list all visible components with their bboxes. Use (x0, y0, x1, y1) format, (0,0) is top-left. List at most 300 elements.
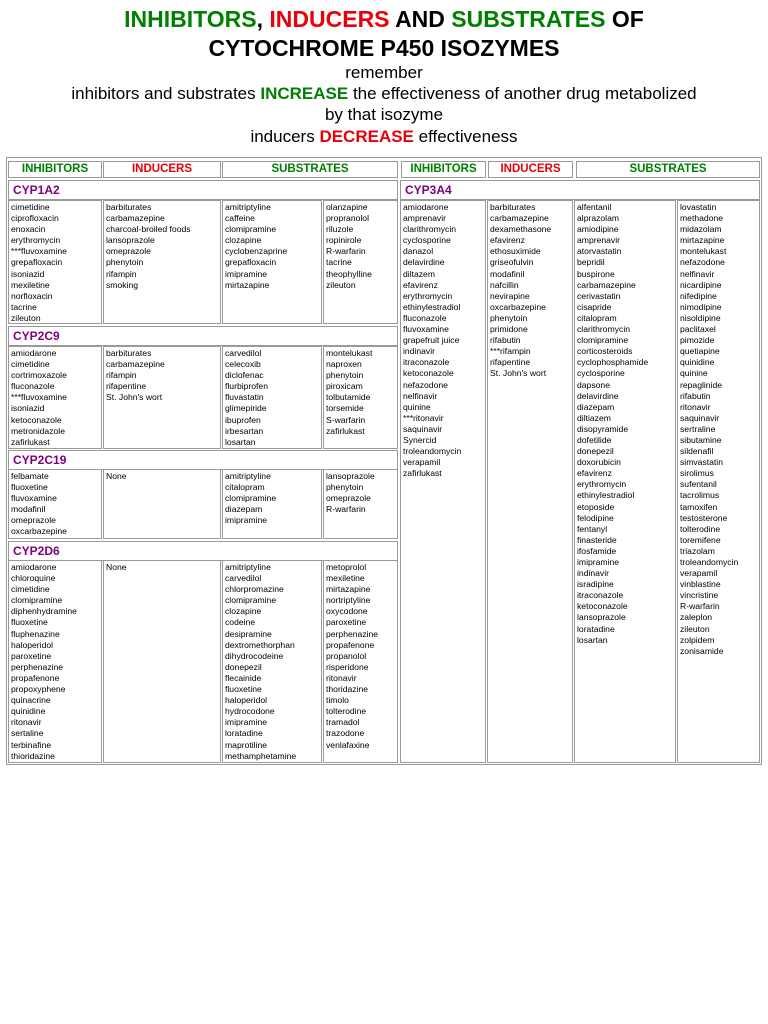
drug-name: imipramine (225, 717, 268, 728)
cyp1a2-substrates-2 (323, 200, 398, 324)
drug-name: finasteride (577, 534, 617, 545)
drug-name: quinine (680, 368, 708, 379)
drug-name: phenytoin (326, 482, 364, 493)
decrease-note-c: effectiveness (413, 127, 518, 146)
drug-name: nisoldipine (680, 312, 721, 323)
drug-name: toremifene (680, 534, 721, 545)
drug-name: pimozide (680, 335, 715, 346)
drug-name: zafirlukast (326, 425, 365, 436)
cyp2c9-substrates-1 (222, 346, 322, 449)
drug-name: St. John's wort (490, 368, 547, 379)
drug-name: diazepam (577, 401, 615, 412)
drug-name: methadone (680, 213, 724, 224)
drug-name: loratadine (577, 623, 615, 634)
drug-name: paroxetine (11, 650, 52, 661)
drug-name: griseofulvin (490, 257, 534, 268)
drug-name: quinacrine (11, 695, 51, 706)
remember-text: remember (345, 63, 423, 82)
title-inducers: INDUCERS (269, 6, 390, 32)
drug-name: dihydrocodeine (225, 650, 284, 661)
drug-name: zileuton (326, 279, 356, 290)
drug-name: omeprazole (11, 515, 56, 526)
drug-name: clomipramine (577, 335, 629, 346)
drug-name: citalopram (225, 482, 265, 493)
cyp3a4-inducers (487, 200, 573, 763)
drug-name: perphenazine (326, 628, 379, 639)
section-cyp1a2-title: CYP1A2 (8, 180, 398, 200)
drug-name: caffeine (225, 213, 255, 224)
drug-name: zafirlukast (403, 468, 442, 479)
drug-name: vincristine (680, 590, 719, 601)
drug-name: bepridil (577, 257, 605, 268)
drug-name: timolo (326, 695, 349, 706)
section-cyp3a4-title: CYP3A4 (400, 180, 760, 200)
drug-name: diltiazem (577, 412, 611, 423)
drug-name: ***ritonavir (403, 412, 444, 423)
drug-name: disopyramide (577, 423, 629, 434)
drug-name: donepezil (577, 446, 614, 457)
drug-name: irbesartan (225, 425, 264, 436)
drug-name: mirtazapine (326, 584, 371, 595)
drug-name: paclitaxel (680, 324, 716, 335)
drug-name: nortriptyline (326, 595, 371, 606)
drug-name: fluoxetine (225, 684, 262, 695)
drug-name: phenytoin (490, 312, 528, 323)
drug-name: ritonavir (680, 401, 711, 412)
drug-name: verapamil (680, 568, 718, 579)
drug-name: clomipramine (225, 595, 277, 606)
drug-name: ropinirole (326, 235, 362, 246)
drug-name: fluvoxamine (11, 493, 57, 504)
drug-name: efavirenz (577, 468, 612, 479)
drug-name: charcoal-broiled foods (106, 224, 191, 235)
drug-name: nelfinavir (680, 268, 715, 279)
drug-name: grepafloxacin (11, 257, 63, 268)
drug-name: fentanyl (577, 523, 608, 534)
drug-name: hydrocodone (225, 706, 275, 717)
drug-name: zileuton (11, 312, 41, 323)
drug-name: imipramine (577, 557, 620, 567)
drug-name: fluconazole (11, 381, 55, 392)
drug-name: thoridazine (326, 684, 369, 695)
drug-name: diclofenac (225, 370, 264, 381)
drug-name: cerivastatin (577, 290, 621, 301)
drug-name: midazolam (680, 224, 722, 235)
drug-name: diltazem (403, 268, 435, 279)
cyp2c9-inhibitors (8, 346, 102, 449)
drug-name: indinavir (577, 568, 610, 579)
drug-name: erythromycin (11, 235, 61, 246)
drug-name: mexiletine (11, 279, 50, 290)
decrease-note-a: inducers (250, 127, 320, 146)
cyp2c19-substrates-1 (222, 469, 322, 539)
cyp1a2-inhibitors (8, 200, 102, 324)
drug-name: amiodipine (577, 224, 619, 235)
increase-word: INCREASE (260, 84, 349, 103)
title-line-1 (0, 4, 768, 34)
drug-name: imipramine (225, 515, 268, 526)
cyp3a4-substrates-2 (677, 200, 760, 763)
title-line-2: CYTOCHROME P450 ISOZYMES (208, 35, 560, 61)
drug-name: dofetilide (577, 434, 612, 445)
drug-name: simvastatin (680, 457, 723, 468)
drug-name: cyclophosphamide (577, 357, 649, 368)
drug-name: clomipramine (11, 595, 63, 606)
drug-name: delavirdine (577, 390, 619, 401)
drug-name: ketoconazole (403, 368, 454, 379)
drug-name: cortrimoxazole (11, 370, 67, 381)
drug-name: sertaline (11, 728, 44, 739)
drug-name: enoxacin (11, 224, 46, 235)
drug-name: phenytoin (326, 370, 364, 381)
drug-name: grepafloxacin (225, 257, 277, 268)
drug-name: omeprazole (106, 246, 151, 257)
drug-name: omeprazole (326, 493, 371, 504)
drug-name: tramadol (326, 717, 360, 728)
drug-name: clozapine (225, 606, 262, 617)
drug-name: lansoprazole (106, 235, 155, 246)
drug-name: isoniazid (11, 403, 45, 414)
drug-name: thioridazine (11, 750, 55, 761)
drug-name: barbiturates (490, 202, 536, 212)
cyp2d6-inhibitors (8, 560, 102, 763)
drug-name: etoposide (577, 501, 615, 512)
drug-name: donepezil (225, 661, 262, 672)
drug-name: modafinil (11, 504, 46, 515)
header-substrates-right: SUBSTRATES (576, 161, 760, 178)
drug-name: modafinil (490, 268, 525, 279)
drug-name: maprotiline (225, 739, 268, 750)
drug-name: ethinylestradiol (577, 490, 635, 501)
drug-name: metronidazole (11, 425, 65, 436)
drug-name: piroxicam (326, 381, 363, 392)
drug-name: lansoprazole (326, 471, 375, 481)
drug-name: itraconazole (577, 590, 624, 601)
drug-name: propranolol (326, 213, 369, 224)
drug-name: atorvastatin (577, 246, 622, 257)
drug-name: ***fluvoxamine (11, 246, 67, 257)
drug-name: rifabutin (490, 335, 521, 346)
drug-name: fluoxetine (11, 617, 48, 628)
drug-name: paroxetine (326, 617, 367, 628)
drug-name: naproxen (326, 359, 362, 370)
drug-name: quetiapine (680, 346, 720, 357)
drug-name: None (106, 562, 127, 572)
cyp1a2-inducers (103, 200, 221, 324)
drug-name: alprazolam (577, 213, 620, 224)
drug-name: ethosuximide (490, 246, 541, 257)
drug-name: sildenafil (680, 446, 714, 457)
cyp2c9-inducers (103, 346, 221, 449)
drug-name: rifabutin (680, 390, 711, 401)
drug-name: zolpidem (680, 634, 715, 645)
drug-name: quinine (403, 401, 431, 412)
drug-name: R-warfarin (680, 601, 720, 612)
drug-name: felbamate (11, 471, 49, 481)
drug-name: tacrine (11, 301, 37, 312)
drug-name: cyclobenzaprine (225, 246, 288, 257)
drug-name: tamoxifen (680, 501, 718, 512)
drug-name: lovastatin (680, 202, 717, 212)
increase-note-c: the effectiveness of another drug metabolized (348, 84, 697, 103)
drug-name: propanolol (326, 650, 367, 661)
drug-name: haloperidol (225, 695, 268, 706)
drug-name: amitriptyline (225, 562, 271, 572)
drug-name: carbamazepine (577, 279, 636, 290)
drug-name: oxcarbazepine (11, 526, 67, 537)
drug-name: indinavir (403, 346, 436, 357)
drug-name: tolterodine (680, 523, 721, 534)
drug-name: zileuton (680, 623, 710, 634)
drug-name: amitriptyline (225, 471, 271, 481)
drug-name: ibuprofen (225, 414, 261, 425)
drug-name: carvedilol (225, 573, 262, 584)
drug-name: trazodone (326, 728, 365, 739)
drug-name: testosterone (680, 512, 728, 523)
drug-name: nefazodone (680, 257, 725, 268)
drug-name: loratadine (225, 728, 263, 739)
drug-name: troleandomycin (403, 446, 462, 457)
drug-name: diazepam (225, 504, 263, 515)
drug-name: norfloxacin (11, 290, 53, 301)
drug-name: rifampin (106, 370, 137, 381)
drug-name: buspirone (577, 268, 615, 279)
cyp2c9-substrates-2 (323, 346, 398, 449)
drug-name: efavirenz (490, 235, 525, 246)
decrease-word: DECREASE (319, 127, 414, 146)
drug-name: clomipramine (225, 493, 277, 504)
drug-name: risperidone (326, 661, 369, 672)
drug-name: lansoprazole (577, 612, 626, 623)
drug-name: cimetidine (11, 359, 50, 370)
drug-name: cyclosporine (403, 235, 451, 246)
drug-name: diphenhydramine (11, 606, 77, 617)
cyp3a4-inhibitors (400, 200, 486, 763)
drug-name: R-warfarin (326, 246, 366, 257)
drug-name: itraconazole (403, 357, 450, 368)
drug-name: propafenone (11, 672, 60, 683)
drug-name: theophylline (326, 268, 372, 279)
cyp1a2-substrates-1 (222, 200, 322, 324)
cyp3a4-substrates-1 (574, 200, 676, 763)
drug-name: cyclosporine (577, 368, 625, 379)
drug-name: cimetidine (11, 584, 50, 595)
drug-name: zaleplon (680, 612, 713, 623)
drug-name: propoxyphene (11, 684, 66, 695)
drug-name: danazol (403, 246, 434, 257)
drug-name: clarithromycin (403, 224, 457, 235)
drug-name: flurbiprofen (225, 381, 268, 392)
increase-note-a: inhibitors and substrates (71, 84, 261, 103)
section-cyp2d6-title: CYP2D6 (8, 541, 398, 561)
drug-name: imipramine (225, 268, 268, 279)
drug-name: ciprofloxacin (11, 213, 59, 224)
title-substrates: SUBSTRATES (451, 6, 606, 32)
drug-name: S-warfarin (326, 414, 366, 425)
drug-name: nefazodone (403, 379, 448, 390)
drug-name: zafirlukast (11, 436, 50, 447)
drug-name: sertraline (680, 423, 716, 434)
drug-name: mexiletine (326, 573, 365, 584)
isozyme-note: by that isozyme (324, 105, 444, 124)
drug-name: citalopram (577, 312, 617, 323)
drug-name: ritonavir (11, 717, 42, 728)
drug-name: phenytoin (106, 257, 144, 268)
drug-name: methamphetamine (225, 750, 297, 761)
cyp2c19-substrates-2 (323, 469, 398, 539)
drug-name: clozapine (225, 235, 262, 246)
drug-name: montelukast (326, 348, 373, 358)
drug-name: tolbutamide (326, 392, 371, 403)
title-and: AND (389, 6, 452, 32)
drug-name: fluvoxamine (403, 324, 449, 335)
cyp2c19-inducers (103, 469, 221, 539)
drug-name: dapsone (577, 379, 610, 390)
drug-name: smoking (106, 279, 138, 290)
drug-name: ***rifampin (490, 346, 531, 357)
drug-name: triazolam (680, 545, 715, 556)
drug-name: dextromethorphan (225, 639, 295, 650)
drug-name: venlafaxine (326, 739, 370, 750)
drug-name: fluoxetine (11, 482, 48, 493)
cyp2d6-inducers (103, 560, 221, 763)
drug-name: metoprolol (326, 562, 367, 572)
drug-name: alfentanil (577, 202, 612, 212)
drug-name: chloroquine (11, 573, 56, 584)
drug-name: sibutamine (680, 434, 722, 445)
drug-name: troleandomycin (680, 557, 739, 567)
drug-name: dexamethasone (490, 224, 552, 235)
drug-name: codeine (225, 617, 256, 628)
drug-name: desipramine (225, 628, 272, 639)
drug-name: nifedipine (680, 290, 717, 301)
drug-name: quinidine (680, 357, 715, 368)
drug-name: chlorpromazine (225, 584, 284, 595)
drug-name: barbiturates (106, 202, 152, 212)
drug-name: nafcillin (490, 279, 519, 290)
drug-name: tolterodine (326, 706, 367, 717)
drug-name: verapamil (403, 457, 441, 468)
drug-name: quinidine (11, 706, 46, 717)
drug-name: rifampin (106, 268, 137, 279)
header-substrates-left: SUBSTRATES (222, 161, 398, 178)
drug-name: nimodipine (680, 301, 722, 312)
drug-name: carbamazepine (106, 213, 165, 224)
drug-name: oxycodone (326, 606, 368, 617)
cyp2d6-substrates-2 (323, 560, 398, 763)
drug-name: nevirapine (490, 290, 530, 301)
title-of: OF (605, 6, 644, 32)
drug-name: amprenavir (577, 235, 620, 246)
drug-name: perphenazine (11, 661, 64, 672)
drug-name: terbinafine (11, 739, 52, 750)
drug-name: tacrolimus (680, 490, 720, 501)
drug-name: cisapride (577, 301, 612, 312)
drug-name: ritonavir (326, 672, 357, 683)
drug-name: losartan (577, 634, 608, 645)
drug-name: amitriptyline (225, 202, 271, 212)
title-comma: , (256, 6, 270, 32)
drug-name: sufentanil (680, 479, 717, 490)
drug-name: delavirdine (403, 257, 445, 268)
drug-name: grapefruit juice (403, 335, 460, 346)
drug-name: tacrine (326, 257, 352, 268)
drug-name: ifosfamide (577, 545, 617, 556)
drug-name: zonisamide (680, 645, 724, 656)
drug-name: fluphenazine (11, 628, 60, 639)
drug-name: R-warfarin (326, 504, 366, 515)
drug-name: saquinavir (403, 423, 443, 434)
decrease-note (0, 126, 768, 147)
drug-name: nicardipine (680, 279, 722, 290)
drug-name: efavirenz (403, 279, 438, 290)
drug-name: saquinavir (680, 412, 720, 423)
drug-name: rifapentine (490, 357, 531, 368)
drug-name: St. John's wort (106, 392, 163, 403)
drug-name: glimepiride (225, 403, 267, 414)
drug-name: ketoconazole (577, 601, 628, 612)
header-inducers-left: INDUCERS (103, 161, 221, 178)
drug-name: corticosteroids (577, 346, 633, 357)
drug-name: amiodarone (403, 202, 449, 212)
drug-name: fluconazole (403, 312, 447, 323)
drug-name: amiodarone (11, 348, 57, 358)
drug-name: erythromycin (403, 290, 453, 301)
drug-name: propafenone (326, 639, 375, 650)
drug-name: ethinylestradiol (403, 301, 461, 312)
drug-name: cimetidine (11, 202, 50, 212)
drug-name: vinblastine (680, 579, 721, 590)
drug-name: celecoxib (225, 359, 261, 370)
drug-name: nelfinavir (403, 390, 438, 401)
cyp2c19-inhibitors (8, 469, 102, 539)
drug-name: rifapentine (106, 381, 147, 392)
drug-name: montelukast (680, 246, 727, 257)
header-inducers-right: INDUCERS (488, 161, 573, 178)
drug-name: primidone (490, 324, 528, 335)
header-inhibitors-left: INHIBITORS (8, 161, 102, 178)
drug-name: isradipine (577, 579, 614, 590)
drug-name: repaglinide (680, 379, 723, 390)
drug-name: sirolimus (680, 468, 714, 479)
drug-name: erythromycin (577, 479, 627, 490)
section-cyp2c9-title: CYP2C9 (8, 326, 398, 346)
drug-name: olanzapine (326, 202, 368, 212)
title-inhibitors: INHIBITORS (124, 6, 257, 32)
drug-name: carbamazepine (106, 359, 165, 370)
drug-name: haloperidol (11, 639, 54, 650)
header-inhibitors-right: INHIBITORS (401, 161, 486, 178)
drug-name: riluzole (326, 224, 354, 235)
drug-name: None (106, 471, 127, 481)
drug-name: ***fluvoxamine (11, 392, 67, 403)
drug-name: mirtazapine (680, 235, 725, 246)
drug-name: felodipine (577, 512, 614, 523)
drug-name: clarithromycin (577, 324, 631, 335)
drug-name: barbiturates (106, 348, 152, 358)
drug-name: carvedilol (225, 348, 262, 358)
cyp2d6-substrates-1 (222, 560, 322, 763)
increase-note (0, 83, 768, 104)
drug-name: flecainide (225, 672, 262, 683)
drug-name: amiodarone (11, 562, 57, 572)
drug-name: clomipramine (225, 224, 277, 235)
section-cyp2c19-title: CYP2C19 (8, 450, 398, 470)
drug-name: mirtazapine (225, 279, 270, 290)
drug-name: isoniazid (11, 268, 45, 279)
drug-name: carbamazepine (490, 213, 549, 224)
drug-name: losartan (225, 436, 256, 447)
